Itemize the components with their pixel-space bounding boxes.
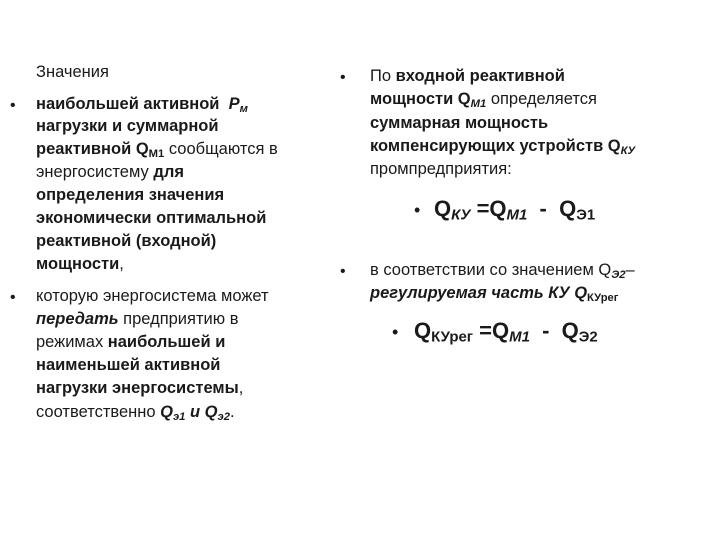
formula-qkureg: $Q_{КУрег} =Q_{М1} - Q_{Э2}$: [414, 318, 598, 346]
left-line-3: нагрузки и суммарной: [36, 117, 219, 135]
left-line-12: режимах наибольшей и: [36, 333, 226, 351]
right-line-4: компенсирующих устройств $Q_{КУ}$: [370, 137, 636, 157]
left-line-7: экономически оптимальной: [36, 209, 267, 227]
left-line-2: наибольшей активной $P_м$: [36, 95, 248, 115]
bullet-dot: •: [392, 322, 399, 342]
right-line-1: По входной реактивной: [370, 67, 565, 85]
left-line-13: наименьшей активной: [36, 356, 221, 374]
bullet-dot: •: [340, 69, 346, 86]
left-line-8: реактивной (входной): [36, 232, 217, 250]
left-line-10: которую энергосистема может: [36, 287, 269, 305]
bullet-dot: •: [414, 200, 421, 220]
left-line-1: Значения: [36, 63, 109, 81]
right-line-5: промпредприятия:: [370, 160, 512, 178]
left-line-6: определения значения: [36, 186, 225, 204]
right-line-2: мощности $Q_{М1}$ определяется: [370, 90, 597, 110]
bullet-dot: •: [340, 263, 346, 280]
bullet-dot: •: [10, 97, 16, 114]
left-line-15: соответственно $Q_{э1}$ и $Q_{э2}$.: [36, 403, 235, 423]
right-line-6: в соответствии со значением $Q_{Э2}-$: [370, 261, 635, 281]
left-line-14: нагрузки энергосистемы,: [36, 379, 244, 397]
right-line-3: суммарная мощность: [370, 114, 549, 132]
bullet-dot: •: [10, 289, 16, 306]
formula-qku: $Q_{КУ} =Q_{М1} - Q_{Э1}$: [434, 196, 596, 224]
left-line-9: мощности,: [36, 255, 124, 273]
right-line-7: регулируемая часть КУ $Q_{КУрег}$: [370, 284, 619, 304]
left-line-5: энергосистему для: [36, 163, 184, 181]
left-line-4: реактивной $Q_{М1}$ сообщаются в: [36, 140, 278, 160]
left-line-11: передать предприятию в: [36, 310, 239, 328]
